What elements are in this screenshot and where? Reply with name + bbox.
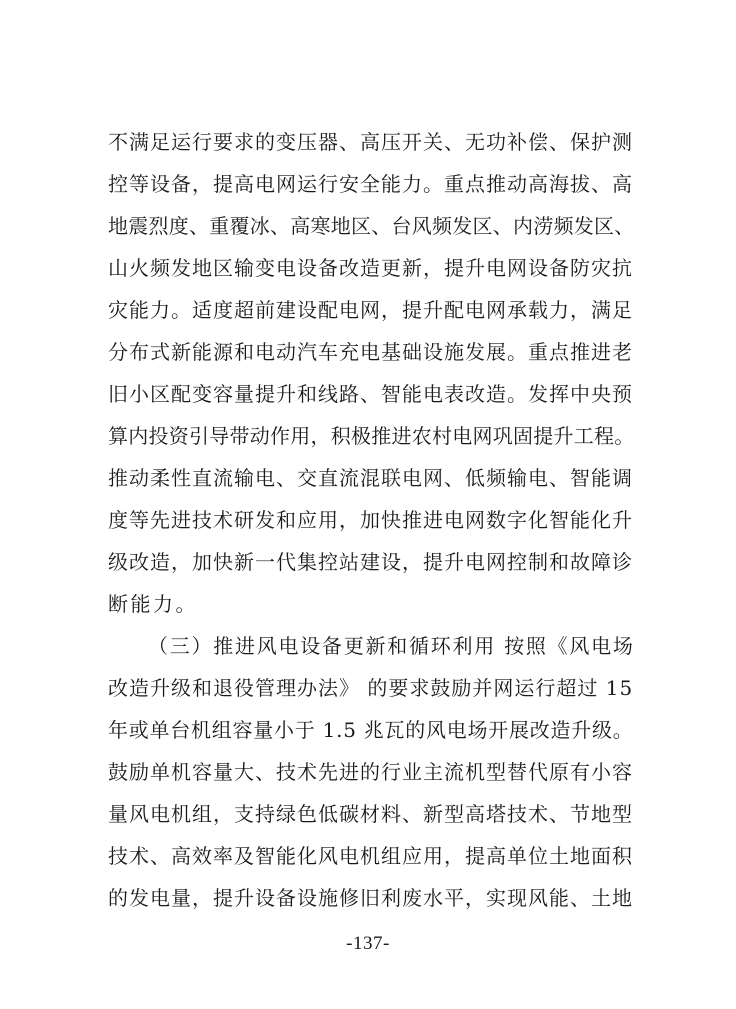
text-line: 灾能力。适度超前建设配电网，提升配电网承载力，满足 [108,298,633,322]
text-line: 鼓励单机容量大、技术先进的行业主流机型替代原有小容 [108,760,633,784]
text-line: 算内投资引导带动作用，积极推进农村电网巩固提升工程。 [108,424,635,448]
text-line: 断能力。 [108,592,198,616]
text-line: 量风电机组，支持绿色低碳材料、新型高塔技术、节地型 [108,802,633,826]
text-line: 分布式新能源和电动汽车充电基础设施发展。重点推进老 [108,340,633,364]
text-line: 推动柔性直流输电、交直流混联电网、低频输电、智能调 [108,466,633,490]
page-number: -137- [346,933,390,954]
text-line: 旧小区配变容量提升和线路、智能电表改造。发挥中央预 [108,382,633,406]
text-line: 级改造，加快新一代集控站建设，提升电网控制和故障诊 [108,550,633,574]
text-line: 技术、高效率及智能化风电机组应用，提高单位土地面积 [108,844,633,868]
section-heading-line: （三）推进风电设备更新和循环利用 按照《风电场 [148,634,635,658]
text-line: 不满足运行要求的变压器、高压开关、无功补偿、保护测 [108,130,633,154]
text-line: 控等设备，提高电网运行安全能力。重点推动高海拔、高 [108,172,633,196]
text-line: 地震烈度、重覆冰、高寒地区、台风频发区、内涝频发区、 [108,214,635,238]
text-line: 改造升级和退役管理办法》 的要求鼓励并网运行超过 15 [108,676,634,700]
text-line: 山火频发地区输变电设备改造更新，提升电网设备防灾抗 [108,256,633,280]
text-line: 年或单台机组容量小于 1.5 兆瓦的风电场开展改造升级。 [108,718,634,742]
text-line: 度等先进技术研发和应用，加快推进电网数字化智能化升 [108,508,633,532]
text-line: 的发电量，提升设备设施修旧利废水平，实现风能、土地 [108,886,633,910]
